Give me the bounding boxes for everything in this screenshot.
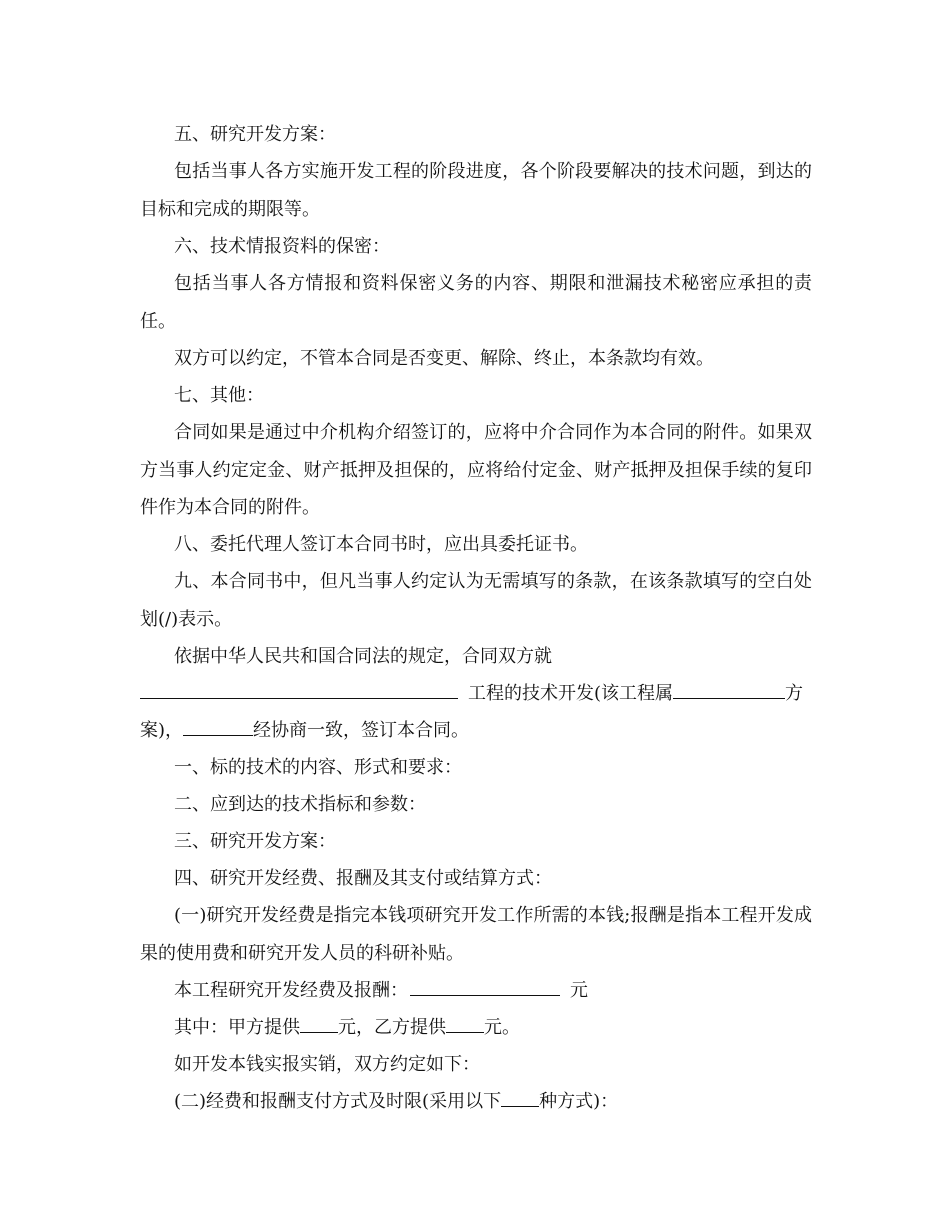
item-1: 一、标的技术的内容、形式和要求： (174, 757, 462, 778)
reimburse-line: 如开发本钱实报实销，双方约定如下： (174, 1054, 480, 1075)
section-7-title: 七、其他： (174, 385, 264, 406)
agreement-blank[interactable] (183, 719, 253, 736)
section-6-title: 六、技术情报资料的保密： (174, 236, 390, 257)
split-line (174, 1009, 846, 1047)
section-6-note: 双方可以约定，不管本合同是否变更、解除、终止，本条款均有效。 (174, 348, 714, 369)
party-b-amount-blank[interactable] (446, 1016, 484, 1033)
split-part-2: 元，乙方提供 (338, 1017, 446, 1038)
section-5-title: 五、研究开发方案： (174, 124, 336, 145)
funding-amount-blank[interactable] (410, 979, 560, 996)
payment-part-2: 种方式)： (539, 1091, 619, 1112)
item-4: 四、研究开发经费、报酬及其支付或结算方式： (174, 868, 552, 889)
fill-line-project (140, 675, 812, 713)
fill-line-agreement (140, 712, 812, 750)
fill-line-end-text: 方 (785, 683, 804, 704)
fill-line2-start: 案)， (140, 720, 184, 741)
funding-unit: 元 (570, 980, 588, 1001)
party-a-amount-blank[interactable] (300, 1016, 338, 1033)
payment-line (174, 1083, 846, 1121)
payment-method-blank[interactable] (501, 1090, 539, 1107)
project-name-blank[interactable] (140, 682, 458, 699)
split-part-3: 元。 (484, 1017, 520, 1038)
item-3: 三、研究开发方案： (174, 831, 336, 852)
basis-paragraph: 依据中华人民共和国合同法的规定，合同双方就 (174, 646, 552, 667)
payment-part-1: (二)经费和报酬支付方式及时限(采用以下 (174, 1091, 502, 1112)
item-2: 二、应到达的技术指标和参数： (174, 794, 426, 815)
funding-line (174, 972, 846, 1010)
item-4-1: (一)研究开发经费是指完本钱项研究开发工作所需的本钱;报酬是指本工程开发成果的使用费和研究开发人员的科研补贴。 (140, 905, 812, 964)
section-6-body: 包括当事人各方情报和资料保密义务的内容、期限和泄漏技术秘密应承担的责任。 (140, 273, 812, 332)
section-9: 九、本合同书中，但凡当事人约定认为无需填写的条款，在该条款填写的空白处划(/)表示。 (140, 571, 812, 630)
fill-line-mid-text: 工程的技术开发(该工程属 (468, 683, 674, 704)
section-7-body: 合同如果是通过中介机构介绍签订的，应将中介合同作为本合同的附件。如果双方当事人约定定金、财产抵押及担保的，应将给付定金、财产抵押及担保手续的复印件作为本合同的附件。 (140, 422, 812, 518)
funding-label: 本工程研究开发经费及报酬： (174, 980, 408, 1001)
section-8: 八、委托代理人签订本合同书时，应出具委托证书。 (174, 534, 588, 555)
section-5-body: 包括当事人各方实施开发工程的阶段进度，各个阶段要解决的技术问题，到达的目标和完成的期限等。 (140, 161, 812, 220)
project-type-blank[interactable] (673, 682, 785, 699)
fill-line2-end: 经协商一致，签订本合同。 (253, 720, 470, 741)
split-part-1: 其中：甲方提供 (174, 1017, 300, 1038)
